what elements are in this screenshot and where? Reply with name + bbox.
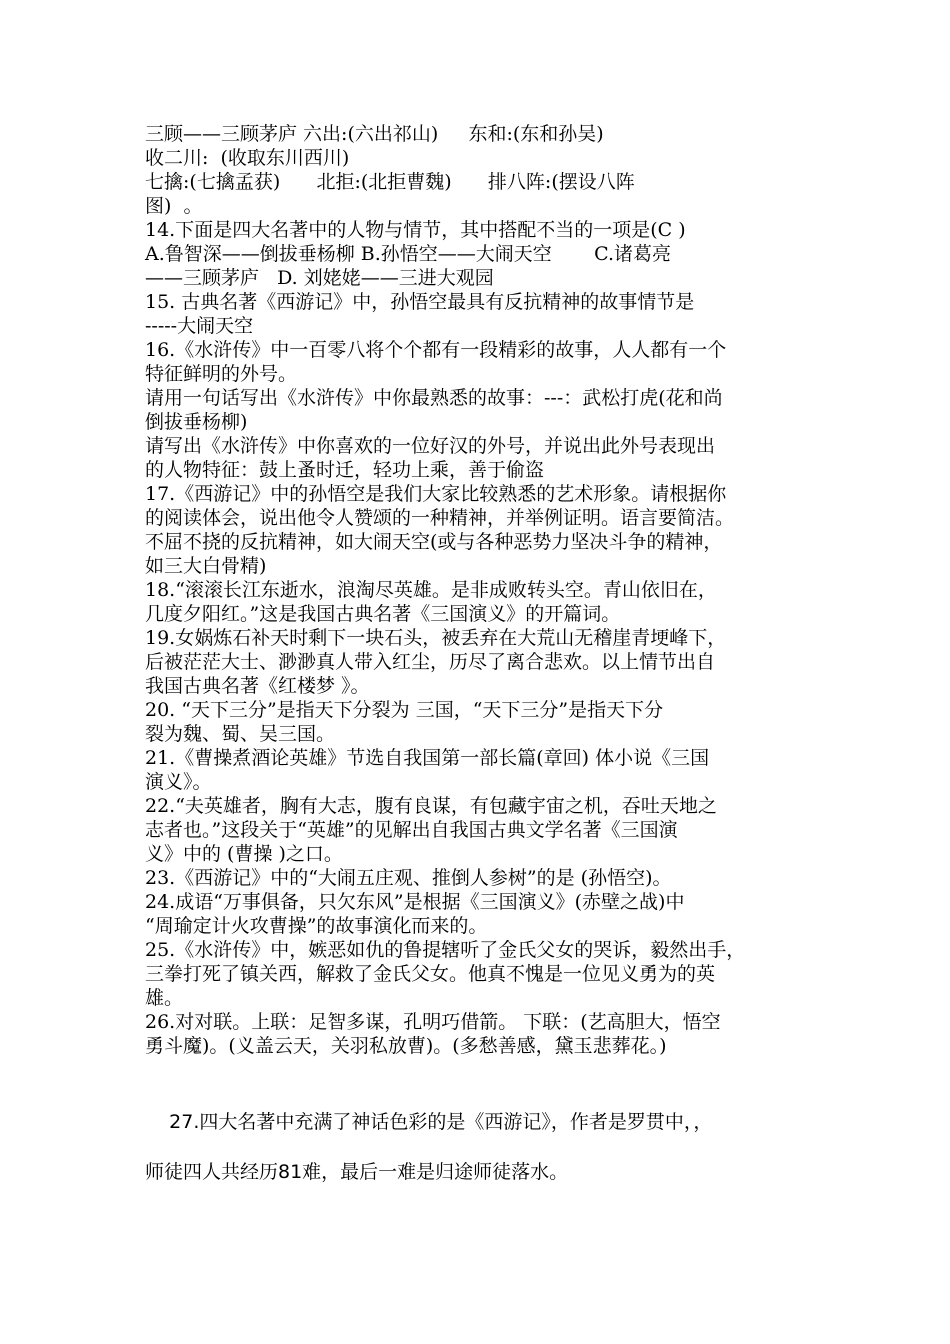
question-23: 23.《西游记》中的“大闹五庄观、推倒人参树”的是 (孙悟空)。: [145, 867, 672, 889]
text-line: 的阅读体会，说出他令人赞颂的一种精神，并举例证明。语言要简洁。: [145, 507, 735, 529]
text-line: 雄。: [145, 987, 184, 1009]
question-27: 27.四大名著中充满了神话色彩的是《西游记》，作者是罗贯中，，: [145, 1111, 713, 1133]
question-22: 22.“夫英雄者，胸有大志，腹有良谋，有包藏宇宙之机，吞吐天地之: [145, 795, 717, 817]
text-line: 七擒:(七擒孟获) 北拒:(北拒曹魏) 排八阵:(摆设八阵: [145, 171, 635, 193]
text-line: A.鲁智深——倒拔垂杨柳 B.孙悟空——大闹天空 C.诸葛亮: [145, 243, 671, 265]
text-line: 如三大白骨精): [145, 555, 267, 577]
question-27-continued: 师徒四人共经历81难，最后一难是归途师徒落水。: [145, 1161, 569, 1183]
text-line: 三顾——三顾茅庐 六出:(六出祁山) 东和:(东和孙吴): [145, 123, 604, 145]
text-line: 裂为魏、蜀、吴三国。: [145, 723, 336, 745]
text-line: 后被茫茫大士、渺渺真人带入红尘，历尽了离合悲欢。以上情节出自: [145, 651, 716, 673]
text-line: 三拳打死了镇关西，解救了金氏父女。他真不愧是一位见义勇为的英: [145, 963, 716, 985]
question-24: 24.成语“万事俱备，只欠东风”是根据《三国演义》(赤壁之战)中: [145, 891, 685, 913]
question-25: 25.《水浒传》中，嫉恶如仇的鲁提辖听了金氏父女的哭诉，毅然出手，: [145, 939, 746, 961]
question-26: 26.对对联。上联：足智多谋，孔明巧借箭。 下联：(艺高胆大，悟空: [145, 1011, 721, 1033]
text-line: 倒拔垂杨柳): [145, 411, 248, 433]
question-21: 21.《曹操煮酒论英雄》节选自我国第一部长篇(章回) 体小说《三国: [145, 747, 710, 769]
text-line: -----大闹天空: [145, 315, 254, 337]
text-line: “周瑜定计火攻曹操”的故事演化而来的。: [145, 915, 488, 937]
text-line: 几度夕阳红。”这是我国古典名著《三国演义》的开篇词。: [145, 603, 621, 625]
text-line: 的人物特征：鼓上蚤时迁，轻功上乘，善于偷盗: [145, 459, 545, 481]
text-line: 图) 。: [145, 195, 203, 217]
question-20: 20. “天下三分”是指天下分裂为 三国，“天下三分”是指天下分: [145, 699, 664, 721]
text-line: 我国古典名著《红楼梦 》。: [145, 675, 370, 697]
question-14: 14.下面是四大名著中的人物与情节，其中搭配不当的一项是(C ): [145, 219, 686, 241]
question-19: 19.女娲炼石补天时剩下一块石头，被丢弃在大荒山无稽崖青埂峰下，: [145, 627, 727, 649]
text-line: 不屈不挠的反抗精神，如大闹天空(或与各种恶势力坚决斗争的精神，: [145, 531, 723, 553]
text-line: 特征鲜明的外号。: [145, 363, 298, 385]
question-17: 17.《西游记》中的孙悟空是我们大家比较熟悉的艺术形象。请根据你: [145, 483, 727, 505]
text-line: 请用一句话写出《水浒传》中你最熟悉的故事：---：武松打虎(花和尚: [145, 387, 723, 409]
question-16: 16.《水浒传》中一百零八将个个都有一段精彩的故事，人人都有一个: [145, 339, 727, 361]
text-line: 志者也。”这段关于“英雄”的见解出自我国古典文学名著《三国演: [145, 819, 678, 841]
question-15: 15. 古典名著《西游记》中，孙悟空最具有反抗精神的故事情节是: [145, 291, 695, 313]
question-18: 18.“滚滚长江东逝水，浪淘尽英雄。是非成败转头空。青山依旧在，: [145, 579, 717, 601]
text-line: 请写出《水浒传》中你喜欢的一位好汉的外号，并说出此外号表现出: [145, 435, 716, 457]
text-line: 勇斗魔)。(义盖云天，关羽私放曹)。(多愁善感，黛玉悲葬花。): [145, 1035, 667, 1057]
text-line: 义》中的 (曹操 )之口。: [145, 843, 343, 865]
document-body: [145, 122, 815, 1058]
text-line: ——三顾茅庐 D. 刘姥姥——三进大观园: [145, 267, 494, 289]
text-line: 收二川: (收取东川西川): [145, 147, 350, 169]
text-line: 演义》。: [145, 771, 212, 793]
